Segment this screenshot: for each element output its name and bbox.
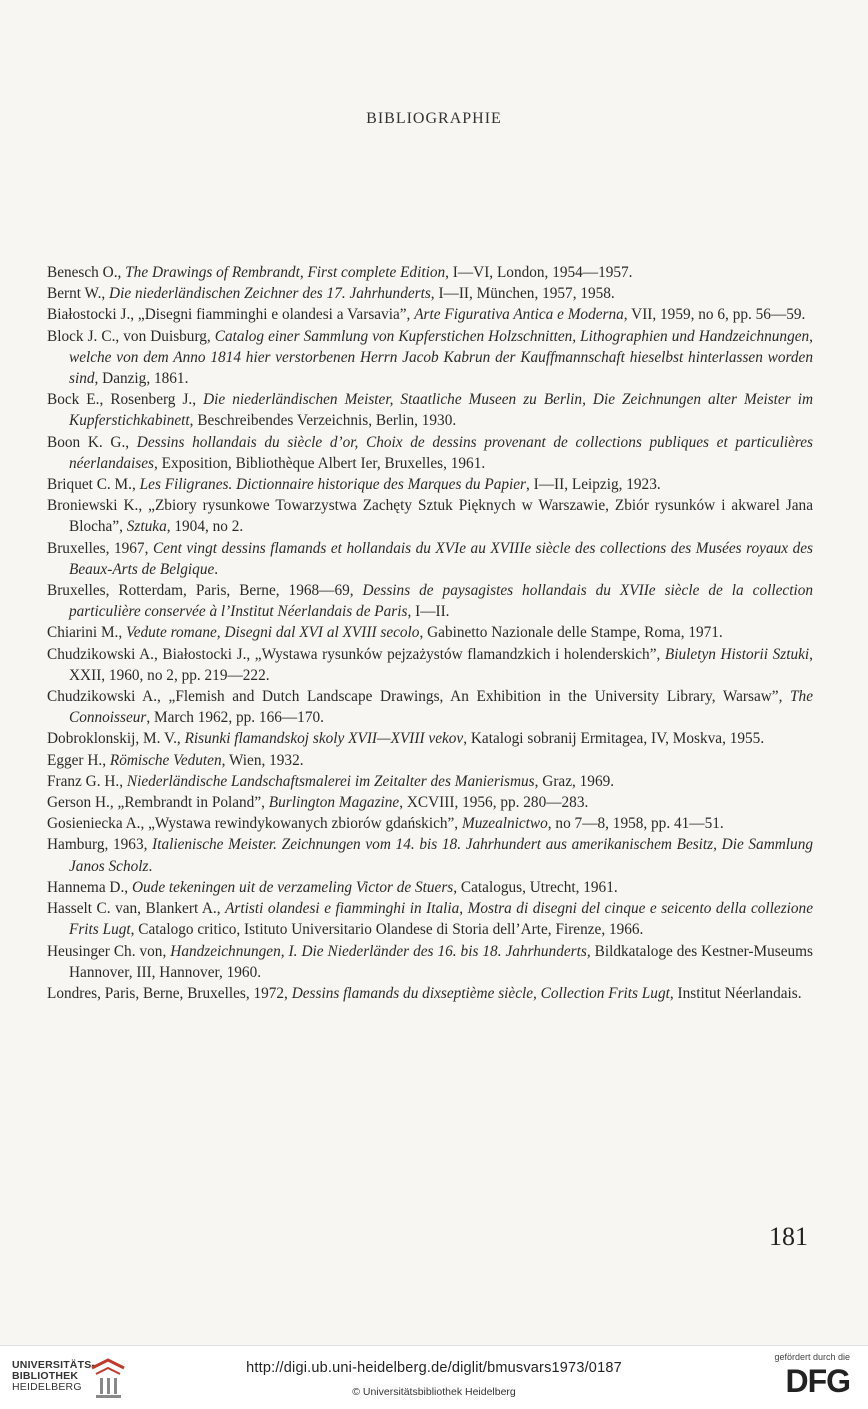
entry-title: Dessins hollandais du siècle d’or, Choix de dessins provenant de collections publiques et particulières néerlandaises (69, 433, 813, 472)
entry-details: , Gabinetto Nazionale delle Stampe, Roma, 1971. (419, 624, 723, 642)
entry-title: Burlington Magazine (268, 794, 400, 812)
entry-author: Bruxelles, 1967, (47, 539, 153, 557)
entry-author: Broniewski K., „Zbiory rysunkowe Towarzystwa Zachęty Sztuk Pięknych w Warszawie, Zbiór rysunków i akwarel Jana Blocha”, (47, 497, 813, 536)
bibliography-entry (47, 983, 813, 1004)
entry-author: Hannema D., (47, 878, 132, 896)
entry-details: , I—II, München, 1957, 1958. (430, 285, 615, 303)
entry-author: Egger H., (47, 751, 110, 769)
dfg-badge[interactable] (760, 1352, 850, 1404)
bibliography-entry (47, 538, 813, 580)
entry-title: Niederländische Landschaftsmalerei im Zeitalter des Manierismus (126, 772, 535, 790)
entry-author: Białostocki J., „Disegni fiamminghi e olandesi a Varsavia”, (47, 306, 415, 324)
entry-title: The Connoisseur (69, 688, 813, 727)
library-name-line-2: BIBLIOTHEK (12, 1370, 79, 1382)
entry-title: Vedute romane, Disegni dal XVI al XVIII secolo (126, 624, 420, 642)
entry-author: Bruxelles, Rotterdam, Paris, Berne, 1968—69, (47, 582, 363, 600)
copyright-notice: © Universitätsbibliothek Heidelberg (352, 1386, 516, 1398)
entry-details: , I—II, Leipzig, 1923. (526, 476, 661, 494)
entry-details: , Katalogi sobranij Ermitagea, IV, Moskva, 1955. (463, 730, 765, 748)
entry-details: , Bildkataloge des Kestner-Museums Hannover, III, Hannover, 1960. (69, 942, 813, 981)
entry-title: Arte Figurativa Antica e Moderna (414, 306, 624, 324)
entry-details: . (214, 560, 219, 578)
entry-details: , Catalogo critico, Istituto Universitario Olandese di Storia dell’Arte, Firenze, 1966. (130, 921, 644, 939)
entry-title: Die niederländischen Meister, Staatliche Museen zu Berlin, Die Zeichnungen alter Meister im Kupferstichkabinett (69, 391, 813, 430)
entry-title: Oude tekeningen uit de verzameling Victor de Stuers (131, 878, 454, 896)
entry-title: Italienische Meister. Zeichnungen vom 14. bis 18. Jahrhundert aus amerikanischem Besitz, Die Sammlung Janos Scholz (69, 836, 813, 875)
page-number: 181 (769, 1222, 808, 1251)
bibliography-entry (47, 686, 813, 728)
entry-details: , no 7—8, 1958, pp. 41—51. (547, 815, 724, 833)
entry-details: , VII, 1959, no 6, pp. 56—59. (623, 306, 806, 324)
library-name-line-3: HEIDELBERG (12, 1381, 82, 1393)
entry-title: Handzeichnungen, I. Die Niederländer des 16. bis 18. Jahrhunderts (170, 942, 587, 960)
entry-details: , XCVIII, 1956, pp. 280—283. (399, 794, 589, 812)
entry-title: Dessins de paysagistes hollandais du XVIIe siècle de la collection particulière conservée à l’Institut Néerlandais de Paris (69, 582, 813, 621)
funding-note: gefördert durch die (774, 1352, 850, 1362)
entry-title: Sztuka (126, 518, 167, 536)
entry-title: Cent vingt dessins flamands et hollandais du XVIe au XVIIIe siècle des collections des Musées royaux des Beaux-Arts de Belgique (69, 539, 813, 578)
entry-details: . (148, 857, 153, 875)
dfg-logo-icon: DFG (785, 1363, 850, 1399)
entry-author: Dobroklonskij, M. V., (47, 730, 185, 748)
entry-details: , Catalogus, Utrecht, 1961. (453, 878, 618, 896)
entry-title: Muzealnictwo (461, 815, 548, 833)
bibliography-entry (47, 304, 813, 325)
bibliography-entry (47, 941, 813, 983)
entry-details: , Graz, 1969. (534, 772, 615, 790)
entry-author: Chudzikowski A., Białostocki J., „Wystawa rysunków pejzażystów flamandzkich i holenderskich”, (47, 645, 665, 663)
entry-author: Benesch O., (47, 264, 126, 281)
bibliography-entry (47, 495, 813, 537)
bibliography-entry (47, 771, 813, 792)
bibliography-entry (47, 474, 813, 495)
entry-details: , 1904, no 2. (166, 518, 244, 536)
entry-details: , Beschreibendes Verzeichnis, Berlin, 1930. (189, 412, 457, 430)
entry-author: Hasselt C. van, Blankert A., (47, 900, 226, 918)
bibliography-entry (47, 877, 813, 898)
entry-details: , XXII, 1960, no 2, pp. 219—222. (69, 645, 813, 684)
entry-title: Dessins flamands du dixseptième siècle, Collection Frits Lugt (291, 984, 670, 1002)
entry-author: Chudzikowski A., „Flemish and Dutch Landscape Drawings, An Exhibition in the University Library, Warsaw”, (47, 688, 791, 706)
entry-title: Risunki flamandskoj skoly XVII—XVIII vekov (184, 730, 464, 748)
entry-title: Die niederländischen Zeichner des 17. Jahrhunderts (109, 285, 431, 303)
bibliography-entry (47, 898, 813, 940)
entry-title: Catalog einer Sammlung von Kupferstichen Holzschnitten, Lithographien und Handzeichnungen, welche von dem Anno 1814 hier verstorbenen Herrn Jacob Kabrun der Kauffmannschaft hieselbst hinterlassen worden sind (69, 327, 813, 388)
entry-author: Gosieniecka A., „Wystawa rewindykowanych zbiorów gdańskich”, (47, 815, 462, 833)
entry-title: The Drawings of Rembrandt, First complete Edition (125, 264, 446, 281)
entry-details: , March 1962, pp. 166—170. (146, 709, 324, 727)
entry-author: Franz G. H., (47, 772, 127, 790)
bibliography-entry (47, 834, 813, 876)
bibliography-entry (47, 750, 813, 771)
entry-author: Bock E., Rosenberg J., (47, 391, 204, 409)
entry-details: , Danzig, 1861. (94, 370, 189, 388)
entry-author: Bernt W., (47, 285, 110, 303)
bibliography-entry (47, 644, 813, 686)
entry-author: Briquet C. M., (47, 476, 140, 494)
entry-author: Chiarini M., (47, 624, 127, 642)
entry-title: Les Filigranes. Dictionnaire historique des Marques du Papier (139, 476, 526, 494)
entry-details: , I—VI, London, 1954—1957. (445, 264, 633, 281)
bibliography-entry (47, 728, 813, 749)
bibliography-entry (47, 432, 813, 474)
entry-title: Römische Veduten (109, 751, 222, 769)
entry-author: Londres, Paris, Berne, Bruxelles, 1972, (47, 984, 292, 1002)
entry-title: Artisti olandesi e fiamminghi in Italia, Mostra di disegni del cinque e seicento della collezione Frits Lugt (69, 900, 813, 939)
entry-title: Biuletyn Historii Sztuki (664, 645, 810, 663)
viewer-footer (0, 1345, 868, 1409)
bibliography-entry (47, 792, 813, 813)
entry-author: Block J. C., von Duisburg, (47, 327, 215, 345)
bibliography-entry (47, 813, 813, 834)
entry-details: , Institut Néerlandais. (669, 984, 802, 1002)
running-title: BIBLIOGRAPHIE (366, 110, 502, 127)
entry-author: Boon K. G., (47, 433, 137, 451)
bibliography-entry (47, 580, 813, 622)
entry-author: Gerson H., „Rembrandt in Poland”, (47, 794, 269, 812)
library-name-line-1: UNIVERSITÄTS- (12, 1359, 96, 1371)
bibliography-entry (47, 283, 813, 304)
bibliography-entry (47, 262, 813, 283)
entry-details: , Wien, 1932. (221, 751, 304, 769)
entry-details: , I—II. (407, 603, 450, 621)
entry-details: , Exposition, Bibliothèque Albert Ier, Bruxelles, 1961. (153, 454, 486, 472)
bibliography-entry (47, 622, 813, 643)
bibliography-entry (47, 326, 813, 390)
entry-author: Hamburg, 1963, (47, 836, 153, 854)
entry-author: Heusinger Ch. von, (47, 942, 171, 960)
bibliography-list (47, 262, 813, 1004)
permalink-url[interactable]: http://digi.ub.uni-heidelberg.de/diglit/bmusvars1973/0187 (246, 1360, 622, 1376)
bibliography-entry (47, 389, 813, 431)
